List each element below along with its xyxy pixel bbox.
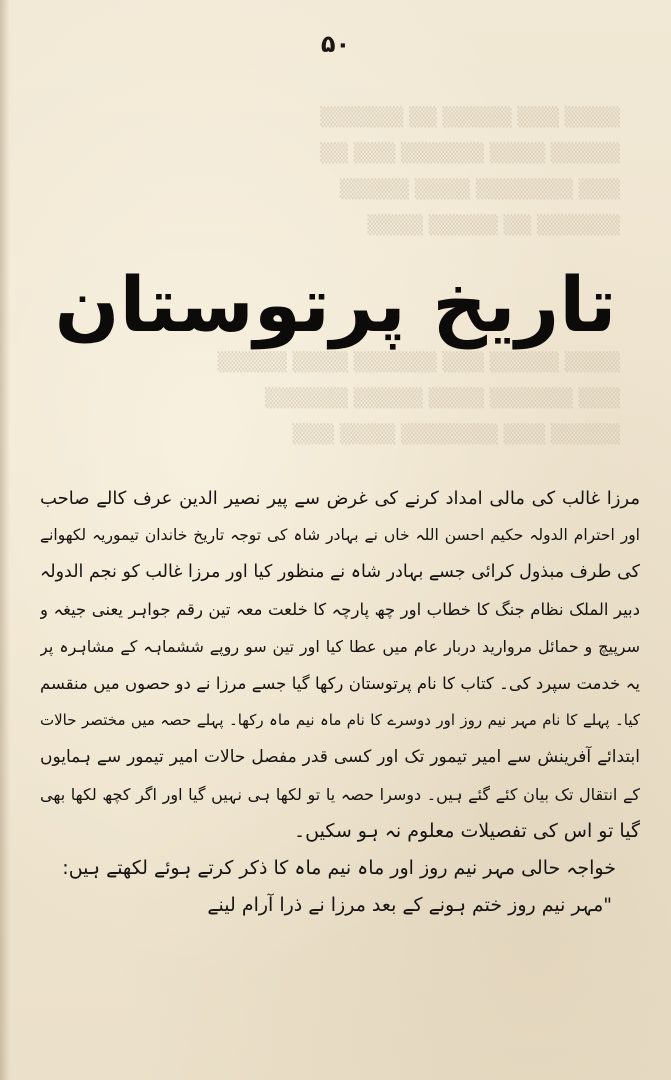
page-number: ۵۰ — [320, 30, 351, 58]
text-line: کے انتقال تک بیان کئے گئے ہیں۔ دوسرا حصہ یا تو لکھا ہی نہیں گیا اور اگر کچھ لکھا بھی — [40, 785, 640, 804]
text-line: دبیر الملک نظام جنگ کا خطاب اور چھ پارچہ کا خلعت معہ تین رقم جواہر یعنی جیغہ و — [40, 600, 640, 619]
text-line: ابتدائے آفرینش سے امیر تیمور تک اور کسی قدر مفصل حالات امیر تیمور سے ہمایوں — [40, 747, 640, 767]
text-line: یہ خدمت سپرد کی۔ کتاب کا نام پرتوستان رکھا گیا جسے مرزا نے دو حصوں میں منقسم — [40, 674, 640, 693]
text-line: سرپیچ و حمائل مروارید دربار عام میں عطا کیا اور تین سو روپے ششماہہ کے مشاہرہ پر — [40, 637, 640, 656]
page-binding-shadow — [0, 0, 10, 1080]
show-through-text-middle: ▒▒▒▒ ▒▒▒▒▒ ▒▒▒ ▒▒▒▒▒▒ ▒▒▒▒ ▒▒▒▒▒ ▒▒▒ ▒▒▒▒▒▒ ▒▒▒▒ ▒▒▒▒▒ ▒▒▒▒▒▒ ▒▒▒▒▒ ▒▒▒ ▒▒▒▒▒▒▒ ▒▒▒▒ ▒▒▒ — [217, 352, 620, 445]
chapter-title: تاریخ پرتوستان — [54, 260, 617, 349]
quote-intro-line: خواجہ حالی مہر نیم روز اور ماہ نیم ماہ کا ذکر کرتے ہوئے لکھتے ہیں: — [62, 857, 616, 879]
text-line: اور احترام الدولہ حکیم احسن اللہ خاں نے بہادر شاہ کی توجہ تاریخ خاندان تیموریہ لکھوانے — [40, 526, 640, 544]
text-line: کی طرف مبذول کرائی جسے بہادر شاہ نے منظور کیا اور مرزا غالب کو نجم الدولہ — [40, 562, 640, 582]
text-line: کیا۔ پہلے کا نام مہر نیم روز اور دوسرے کا نام ماہ نیم ماہ رکھا۔ پہلے حصہ میں مختصر حالات — [40, 711, 640, 729]
body-text — [40, 480, 640, 924]
show-through-text-top: ▒▒▒▒ ▒▒▒ ▒▒▒▒▒ ▒▒ ▒▒▒▒▒▒ ▒▒▒▒▒ ▒▒▒▒ ▒▒▒▒▒▒ ▒▒▒ ▒▒ ▒▒▒ ▒▒▒▒▒▒▒ ▒▒▒▒ ▒▒▒▒▒ ▒▒▒▒▒▒ ▒▒ ▒▒▒▒▒ ▒▒▒▒ — [320, 107, 620, 236]
quote-line: "مہر نیم روز ختم ہونے کے بعد مرزا نے ذرا آرام لینے — [207, 894, 612, 916]
text-line: گیا تو اس کی تفصیلات معلوم نہ ہو سکیں۔ — [294, 820, 640, 842]
text-line: مرزا غالب کی مالی امداد کرنے کی غرض سے پیر نصیر الدین عرف کالے صاحب — [40, 488, 640, 509]
